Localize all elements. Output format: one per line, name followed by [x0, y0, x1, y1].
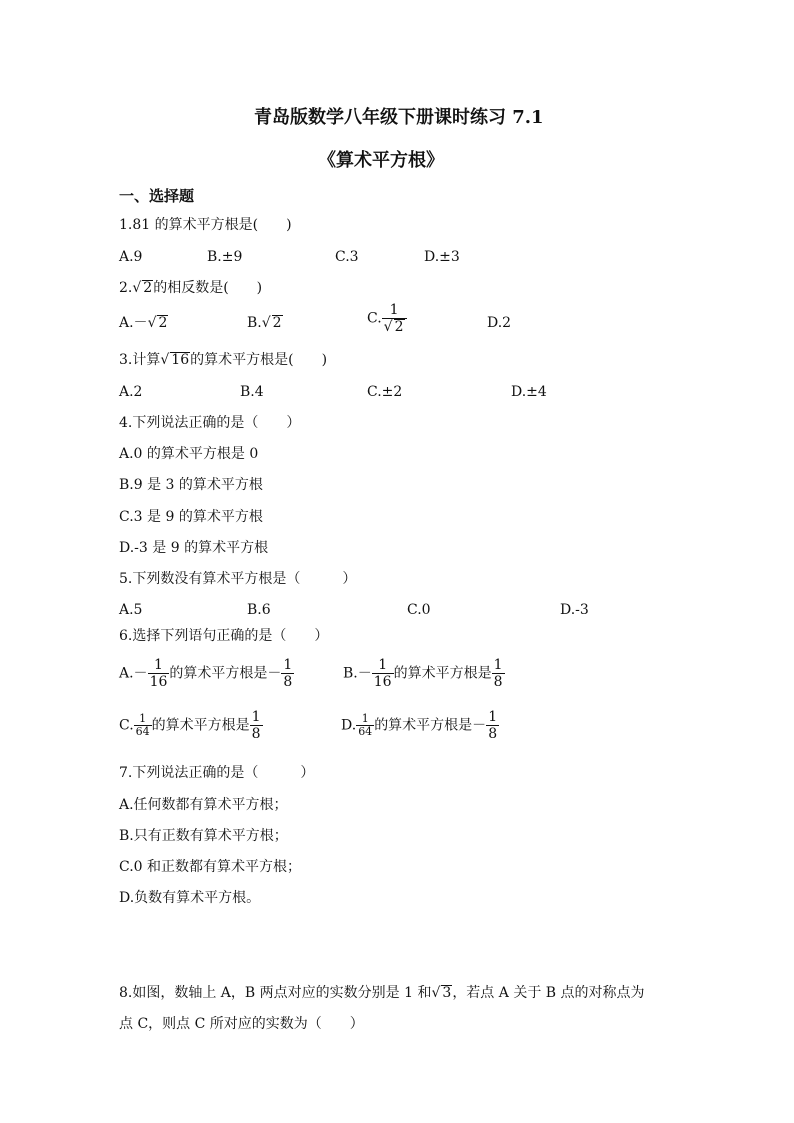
q6-option-b: B.－ $\frac{1}{16}$ 的算术平方根是 $\frac{1}{8}$: [343, 657, 503, 690]
q2-option-b: B.√ 2: [247, 315, 282, 331]
q1-option-a: A.9: [119, 249, 143, 265]
q1-option-d: D.±3: [424, 249, 460, 265]
q1-option-c: C.3: [335, 249, 359, 265]
page-title: 青岛版数学八年级下册课时练习 7.1: [254, 107, 544, 128]
question-6-stem: 6.选择下列语句正确的是（ ）: [119, 628, 329, 644]
question-8-line-1: 8.如图，数轴上 A，B 两点对应的实数分别是 1 和√ 3，若点 A 关于 B 点的对称点为: [119, 985, 645, 1001]
question-1-stem: 1.81 的算术平方根是( ): [119, 217, 292, 233]
q2-option-d: D.2: [487, 315, 512, 331]
q4-option-d: D.-3 是 9 的算术平方根: [119, 540, 269, 556]
q2-option-a: A.－√ 2: [119, 315, 168, 331]
question-2-stem: 2.√ 2的相反数是( ): [119, 280, 263, 296]
q4-option-a: A.0 的算术平方根是 0: [119, 446, 259, 462]
q7-option-c: C.0 和正数都有算术平方根；: [119, 859, 302, 875]
q7-option-d: D.负数有算术平方根。: [119, 890, 261, 906]
question-7-stem: 7.下列说法正确的是（ ）: [119, 765, 315, 781]
question-8-line-2: 点 C，则点 C 所对应的实数为（ ）: [119, 1016, 364, 1032]
q1-option-b: B.±9: [207, 249, 243, 265]
q5-option-d: D.-3: [560, 602, 589, 618]
q7-option-a: A.任何数都有算术平方根；: [119, 797, 288, 813]
q6-option-d: D. $\frac{1}{64}$ 的算术平方根是－ $\frac{1}{8}$: [341, 709, 498, 742]
q3-option-d: D.±4: [511, 384, 547, 400]
sqrt-expression: √ 2: [132, 280, 153, 296]
q2-option-c: C. $\frac{1}{√ 2}$: [367, 302, 407, 335]
q7-option-b: B.只有正数有算术平方根；: [119, 828, 288, 844]
question-4-stem: 4.下列说法正确的是（ ）: [119, 415, 301, 431]
q4-option-c: C.3 是 9 的算术平方根: [119, 509, 263, 525]
q3-option-b: B.4: [240, 384, 264, 400]
q6-option-a: A.－ $\frac{1}{16}$ 的算术平方根是－ $\frac{1}{8}$: [119, 657, 293, 690]
question-3-stem: 3.计算√ 16的算术平方根是( ): [119, 352, 328, 368]
page-subtitle: 《算术平方根》: [318, 150, 444, 171]
q5-option-a: A.5: [119, 602, 143, 618]
q5-option-c: C.0: [407, 602, 431, 618]
q4-option-b: B.9 是 3 的算术平方根: [119, 477, 263, 493]
section-heading: 一、选择题: [119, 187, 195, 205]
q3-option-a: A.2: [119, 384, 143, 400]
q5-option-b: B.6: [247, 602, 271, 618]
q6-option-c: C. $\frac{1}{64}$ 的算术平方根是 $\frac{1}{8}$: [119, 709, 261, 742]
q3-option-c: C.±2: [367, 384, 403, 400]
question-5-stem: 5.下列数没有算术平方根是（ ）: [119, 571, 357, 587]
